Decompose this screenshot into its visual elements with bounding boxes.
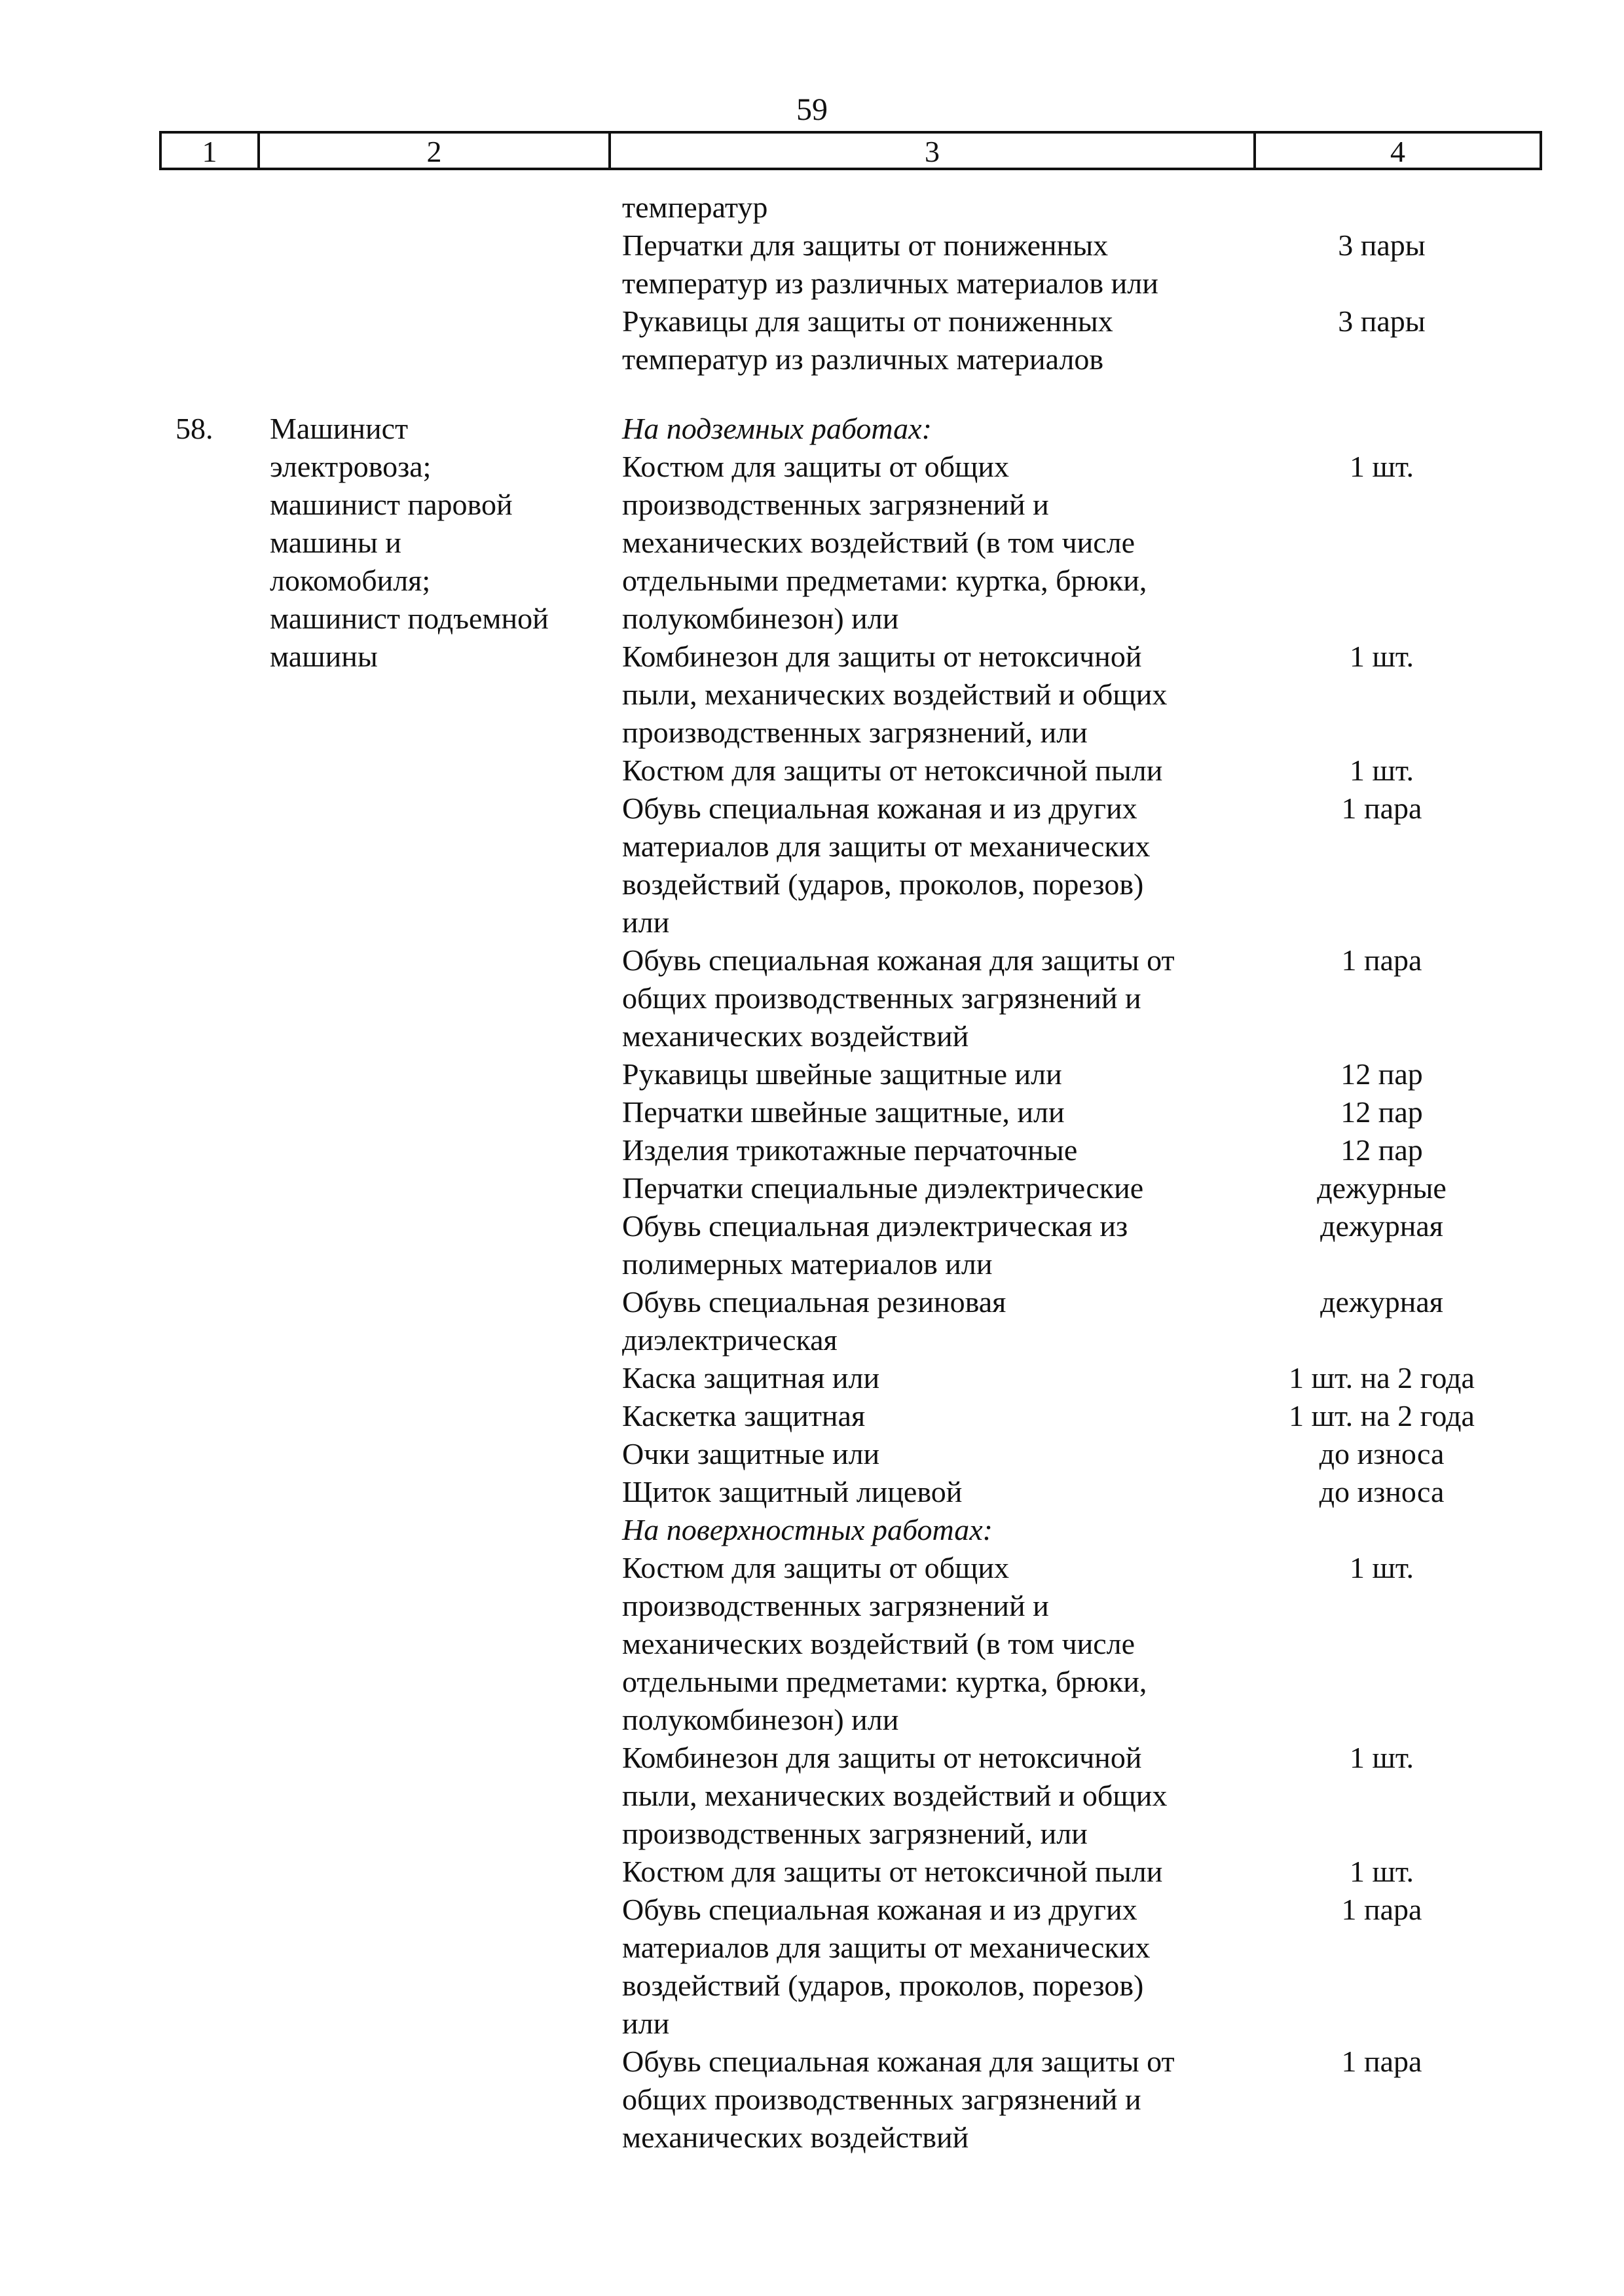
- item-name: [622, 1473, 1251, 1511]
- item-line: пыли, механических воздействий и общих: [622, 678, 1168, 711]
- item-name: [622, 1093, 1251, 1131]
- item-quantity: до износа: [1319, 1437, 1445, 1470]
- item-line: механических воздействий (в том числе: [622, 1627, 1135, 1660]
- item-quantity: 12 пар: [1340, 1095, 1423, 1129]
- item-line: Рукавицы для защиты от пониженных: [622, 304, 1113, 338]
- header-col-4: 4: [1390, 135, 1405, 168]
- surface-section-title: На поверхностных работах:: [622, 1513, 993, 1546]
- item-quantity: до износа: [1319, 1475, 1445, 1508]
- item-line: механических воздействий (в том числе: [622, 526, 1135, 559]
- table-body: [0, 189, 1624, 2157]
- item-line: Костюм для защиты от общих: [622, 1551, 1010, 1584]
- item: [622, 1283, 1552, 1359]
- row-58-items: [622, 410, 1552, 2157]
- item-line: Рукавицы швейные защитные или: [622, 1057, 1062, 1091]
- item-line: пыли, механических воздействий и общих: [622, 1779, 1168, 1812]
- item-name: [622, 790, 1251, 941]
- item-name: [622, 1169, 1251, 1207]
- item-quantity: 1 шт.: [1349, 640, 1414, 673]
- item-name: [622, 638, 1251, 752]
- item-name: [622, 189, 1251, 227]
- item-quantity: 1 пара: [1341, 943, 1422, 977]
- item-line: полукомбинезон) или: [622, 602, 899, 635]
- header-col-1: 1: [162, 134, 260, 168]
- job-title-line: Машинист: [270, 412, 409, 445]
- item-quantity: 3 пары: [1338, 228, 1426, 262]
- item-line: Костюм для защиты от нетоксичной пыли: [622, 754, 1163, 787]
- item-name: [622, 1283, 1251, 1359]
- item-name: [622, 941, 1251, 1055]
- item-quantity: 12 пар: [1340, 1133, 1423, 1167]
- item: [622, 1435, 1552, 1473]
- item: [622, 1891, 1552, 2043]
- item-line: производственных загрязнений, или: [622, 1817, 1088, 1850]
- item-line: температур из различных материалов или: [622, 266, 1158, 300]
- item-quantity: 1 шт.: [1349, 754, 1414, 787]
- item-name: [622, 1131, 1251, 1169]
- job-title-line: электровоза;: [270, 450, 432, 483]
- item-line: воздействий (ударов, проколов, порезов): [622, 1969, 1144, 2002]
- item-name: [622, 1549, 1251, 1739]
- job-title-line: машины и: [270, 526, 401, 559]
- item-quantity: 1 шт.: [1349, 1855, 1414, 1888]
- item-line: производственных загрязнений и: [622, 1589, 1049, 1622]
- item-line: Обувь специальная диэлектрическая из: [622, 1209, 1128, 1243]
- item: [622, 752, 1552, 790]
- item-line: воздействий (ударов, проколов, порезов): [622, 867, 1144, 901]
- item: [622, 448, 1552, 638]
- item-line: Перчатки для защиты от пониженных: [622, 228, 1109, 262]
- item-line: Очки защитные или: [622, 1437, 880, 1470]
- item-line: общих производственных загрязнений и: [622, 2083, 1141, 2116]
- item-line: Обувь специальная кожаная и из других: [622, 1893, 1137, 1926]
- item-name: [622, 2043, 1251, 2157]
- continued-items: [622, 189, 1552, 378]
- page-number: 59: [796, 92, 828, 127]
- item-name: [622, 1739, 1251, 1853]
- item: [622, 302, 1552, 378]
- item-line: материалов для защиты от механических: [622, 829, 1151, 863]
- item-line: механических воздействий: [622, 1019, 969, 1053]
- item-name: [622, 1891, 1251, 2043]
- item-line: или: [622, 2007, 670, 2040]
- item: [622, 1169, 1552, 1207]
- item: [622, 1397, 1552, 1435]
- item-line: Обувь специальная кожаная для защиты от: [622, 2045, 1175, 2078]
- item-quantity: 1 пара: [1341, 792, 1422, 825]
- item-line: общих производственных загрязнений и: [622, 981, 1141, 1015]
- item: [622, 790, 1552, 941]
- item-quantity: 1 пара: [1341, 2045, 1422, 2078]
- item: [622, 941, 1552, 1055]
- item-line: отдельными предметами: куртка, брюки,: [622, 1665, 1147, 1698]
- item-line: температур: [622, 191, 768, 224]
- item-line: полукомбинезон) или: [622, 1703, 899, 1736]
- item-quantity: 1 шт. на 2 года: [1289, 1399, 1475, 1432]
- item-line: Костюм для защиты от нетоксичной пыли: [622, 1855, 1163, 1888]
- item-line: полимерных материалов или: [622, 1247, 993, 1281]
- item-quantity: 1 шт. на 2 года: [1289, 1361, 1475, 1394]
- item-line: диэлектрическая: [622, 1323, 838, 1357]
- item-name: [622, 1853, 1251, 1891]
- item-line: Обувь специальная кожаная для защиты от: [622, 943, 1175, 977]
- item: [622, 1739, 1552, 1853]
- item-quantity: 3 пары: [1338, 304, 1426, 338]
- item: [622, 1473, 1552, 1511]
- item-line: Щиток защитный лицевой: [622, 1475, 963, 1508]
- item-line: производственных загрязнений, или: [622, 716, 1088, 749]
- item-quantity: 12 пар: [1340, 1057, 1423, 1091]
- continued-row: [0, 189, 1624, 378]
- item-line: Каскетка защитная: [622, 1399, 866, 1432]
- item-line: Изделия трикотажные перчаточные: [622, 1133, 1078, 1167]
- item-line: или: [622, 905, 670, 939]
- item: [622, 1131, 1552, 1169]
- item: [622, 189, 1552, 227]
- item-name: [622, 1397, 1251, 1435]
- item-name: [622, 752, 1251, 790]
- table-row-58: [0, 410, 1624, 2157]
- item-quantity: дежурные: [1317, 1171, 1447, 1205]
- item: [622, 1549, 1552, 1739]
- item-quantity: дежурная: [1320, 1285, 1443, 1319]
- item: [622, 1853, 1552, 1891]
- item: [622, 1093, 1552, 1131]
- item-line: производственных загрязнений и: [622, 488, 1049, 521]
- item-line: Комбинезон для защиты от нетоксичной: [622, 640, 1142, 673]
- item-name: [622, 1055, 1251, 1093]
- item-line: Обувь специальная кожаная и из других: [622, 792, 1137, 825]
- item-line: механических воздействий: [622, 2121, 969, 2154]
- job-title-line: машинист подъемной: [270, 602, 549, 635]
- item-quantity: 1 шт.: [1349, 450, 1414, 483]
- item-name: [622, 448, 1251, 638]
- item: [622, 227, 1552, 302]
- item-line: Перчатки специальные диэлектрические: [622, 1171, 1144, 1205]
- item: [622, 1359, 1552, 1397]
- job-title-line: машинист паровой: [270, 488, 513, 521]
- item: [622, 1207, 1552, 1283]
- item: [622, 1055, 1552, 1093]
- item-line: Каска защитная или: [622, 1361, 880, 1394]
- item-name: [622, 1435, 1251, 1473]
- underground-section-title: На подземных работах:: [622, 412, 932, 445]
- item-line: Перчатки швейные защитные, или: [622, 1095, 1065, 1129]
- job-title-line: машины: [270, 640, 378, 673]
- item-line: Обувь специальная резиновая: [622, 1285, 1006, 1319]
- header-col-3: 3: [611, 134, 1256, 168]
- item-quantity: 1 пара: [1341, 1893, 1422, 1926]
- job-title: [270, 410, 597, 676]
- item-name: [622, 1207, 1251, 1283]
- row-number: 58.: [175, 412, 213, 445]
- item-name: [622, 302, 1251, 378]
- item-line: Костюм для защиты от общих: [622, 450, 1010, 483]
- item-line: материалов для защиты от механических: [622, 1931, 1151, 1964]
- item: [622, 638, 1552, 752]
- item-name: [622, 1359, 1251, 1397]
- header-col-2: 2: [260, 134, 611, 168]
- item-quantity: 1 шт.: [1349, 1551, 1414, 1584]
- job-title-line: локомобиля;: [270, 564, 431, 597]
- item-line: Комбинезон для защиты от нетоксичной: [622, 1741, 1142, 1774]
- item: [622, 2043, 1552, 2157]
- item-quantity: дежурная: [1320, 1209, 1443, 1243]
- item-line: отдельными предметами: куртка, брюки,: [622, 564, 1147, 597]
- item-name: [622, 227, 1251, 302]
- item-line: температур из различных материалов: [622, 342, 1104, 376]
- table-header: [159, 131, 1542, 170]
- item-quantity: 1 шт.: [1349, 1741, 1414, 1774]
